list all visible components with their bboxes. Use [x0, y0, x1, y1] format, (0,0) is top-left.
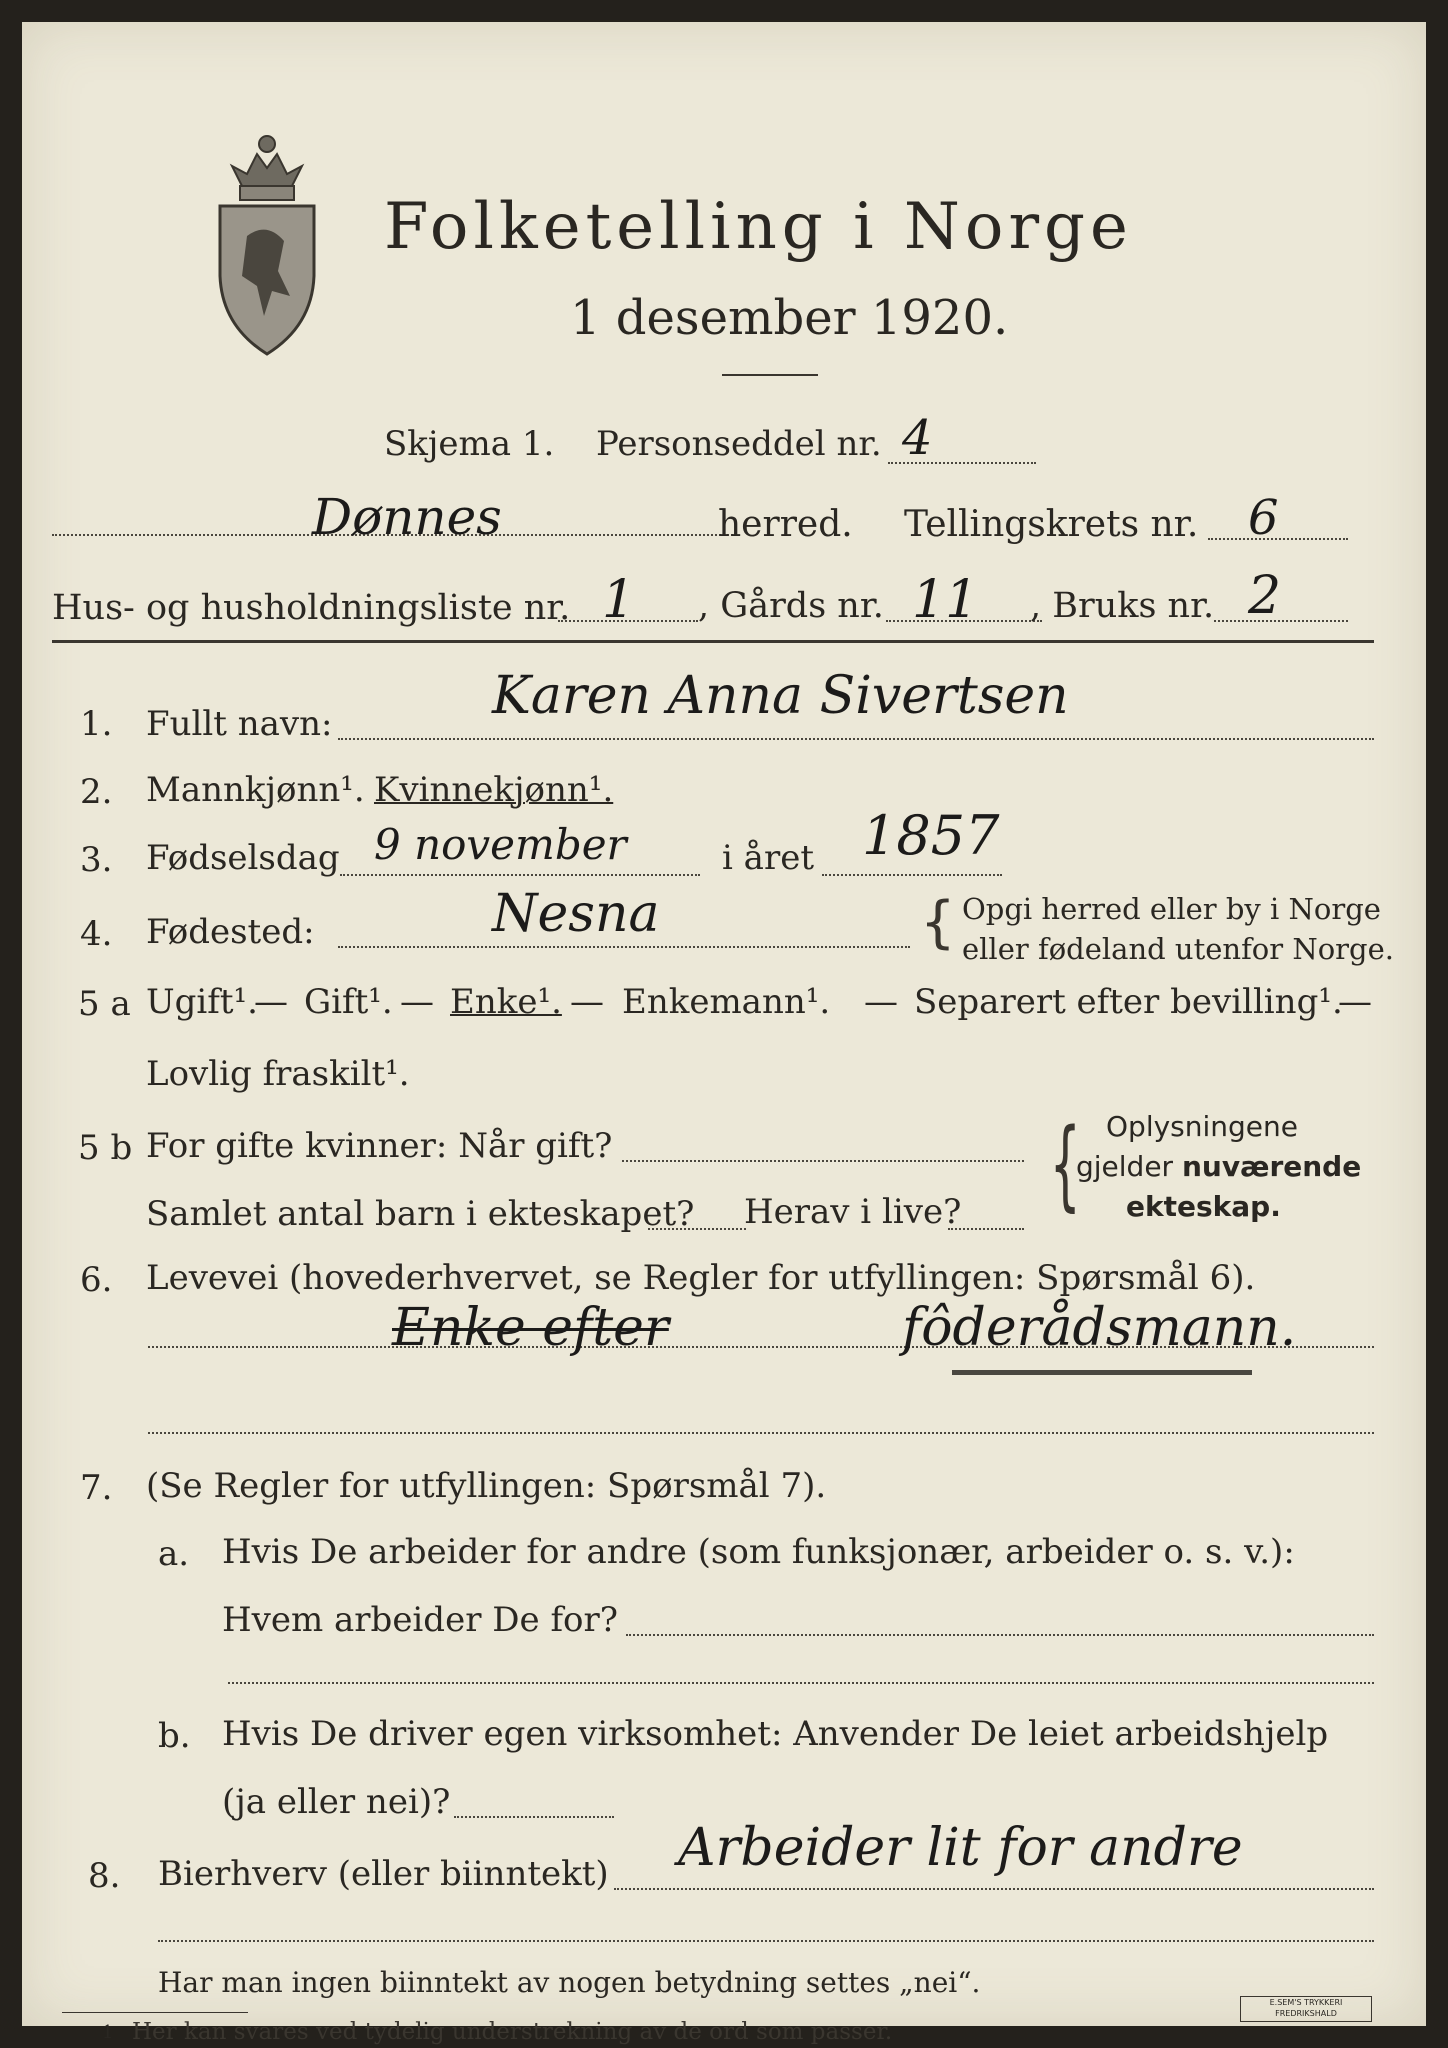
q4-note-2: eller fødeland utenfor Norge. — [962, 932, 1394, 966]
footer-note: Har man ingen biinntekt av nogen betydning settes „nei“. — [158, 1966, 981, 1999]
q5b-label-alive: Herav i live? — [744, 1192, 962, 1232]
q8-value: Arbeider lit for andre — [678, 1818, 1243, 1878]
q5a-dash-4: — — [864, 982, 898, 1022]
q7a-question: Hvem arbeider De for? — [222, 1600, 618, 1640]
coat-of-arms-icon — [212, 126, 322, 358]
q7b-letter: b. — [158, 1716, 191, 1756]
q5a-separert: Separert efter bevilling¹. — [914, 982, 1343, 1022]
q4-number: 4. — [80, 914, 113, 954]
q2-number: 2. — [80, 772, 113, 812]
q5a-dash-5: — — [1338, 982, 1372, 1022]
q5b-note-2 — [1076, 1150, 1361, 1183]
q5a-dash-2: — — [400, 982, 434, 1022]
q3-year-line — [822, 874, 1002, 876]
q4-line — [338, 946, 910, 948]
q2-female: Kvinnekjønn¹. — [374, 770, 614, 810]
footnote-rule — [62, 2012, 248, 2013]
gards-value: 11 — [912, 570, 979, 630]
header-rule — [52, 640, 1374, 643]
census-date: 1 desember 1920. — [570, 290, 1009, 346]
q8-line — [614, 1888, 1374, 1890]
q7a-text: Hvis De arbeider for andre (som funksjonær, arbeider o. s. v.): — [222, 1532, 1295, 1572]
q5b-when-line — [622, 1160, 1024, 1162]
q5a-dash-1: — — [254, 982, 288, 1022]
q7a-line-2 — [228, 1682, 1374, 1684]
q5b-label-children: Samlet antal barn i ekteskapet? — [146, 1194, 695, 1234]
bruks-value: 2 — [1248, 566, 1282, 626]
q8-number: 8. — [88, 1856, 121, 1896]
q3-label: Fødselsdag — [146, 838, 340, 878]
footnote-number: 1 — [102, 2022, 114, 2043]
q7a-letter: a. — [158, 1534, 190, 1574]
gards-label: , Gårds nr. — [698, 586, 884, 626]
q5a-number: 5 a — [78, 984, 131, 1024]
q5a-dash-3: — — [570, 982, 604, 1022]
q7b-question: (ja eller nei)? — [222, 1782, 451, 1822]
q5b-alive-line — [948, 1228, 1024, 1230]
q6-line-2 — [148, 1432, 1374, 1434]
q7-label: (Se Regler for utfyllingen: Spørsmål 7). — [146, 1466, 827, 1506]
q5b-label-when: For gifte kvinner: Når gift? — [146, 1126, 613, 1166]
bruks-label: , Bruks nr. — [1030, 586, 1215, 626]
herred-value: Dønnes — [312, 488, 502, 546]
q1-number: 1. — [80, 704, 113, 744]
tellingskrets-label: Tellingskrets nr. — [904, 504, 1199, 545]
q6-value: fôderådsmann. — [902, 1298, 1297, 1358]
personseddel-value: 4 — [902, 410, 933, 466]
q5a-enke: Enke¹. — [450, 982, 562, 1022]
printer-mark — [1240, 1996, 1372, 2022]
q3-day-line — [340, 874, 700, 876]
q5b-note-1: Oplysningene — [1106, 1110, 1298, 1143]
q5a-gift: Gift¹. — [304, 982, 393, 1022]
q4-brace: { — [920, 890, 956, 955]
q6-value-underline — [952, 1370, 1252, 1375]
skjema-label: Skjema 1. — [384, 424, 555, 464]
title-divider — [722, 374, 818, 376]
q8-label: Bierhverv (eller biinntekt) — [158, 1854, 609, 1894]
q5b-note-2a: gjelder — [1076, 1150, 1182, 1183]
q8-line-2 — [158, 1940, 1374, 1942]
q7-number: 7. — [80, 1468, 113, 1508]
q1-line — [338, 738, 1374, 740]
q5b-number: 5 b — [78, 1128, 133, 1168]
census-form — [22, 22, 1426, 2045]
q4-value: Nesna — [492, 884, 660, 944]
q5a-ugift: Ugift¹. — [146, 982, 258, 1022]
q6-value-struck: Enke efter — [392, 1298, 669, 1358]
q5b-note-3: ekteskap. — [1126, 1190, 1281, 1223]
q4-note-1: Opgi herred eller by i Norge — [962, 892, 1381, 926]
husholdning-label: Hus- og husholdningsliste nr. — [52, 588, 571, 628]
personseddel-label: Personseddel nr. — [596, 424, 882, 464]
q1-label: Fullt navn: — [146, 704, 333, 744]
printer-mark-line-1: E.SEM'S TRYKKERI — [1269, 1998, 1343, 2007]
tellingskrets-value: 6 — [1248, 490, 1279, 546]
q3-value: 9 november — [374, 820, 627, 869]
q3-number: 3. — [80, 840, 113, 880]
q3-year-label: i året — [722, 838, 814, 878]
q5b-note-2b: nuværende — [1181, 1150, 1362, 1183]
q1-value: Karen Anna Sivertsen — [492, 666, 1069, 726]
q7b-line — [454, 1816, 614, 1818]
footnote-text: Her kan svares ved tydelig understrekning av de ord som passer. — [132, 2019, 893, 2045]
q6-number: 6. — [80, 1260, 113, 1300]
q3-year-value: 1857 — [862, 804, 1000, 867]
printer-mark-line-2: FREDRIKSHALD — [1275, 2009, 1337, 2018]
herred-label: herred. — [718, 504, 853, 545]
q7b-text: Hvis De driver egen virksomhet: Anvender De leiet arbeidshjelp — [222, 1714, 1329, 1754]
page-title: Folketelling i Norge — [384, 190, 1133, 264]
q5b-brace: { — [1049, 1108, 1081, 1222]
q5a-enkemann: Enkemann¹. — [622, 982, 831, 1022]
q7a-line-1 — [626, 1634, 1374, 1636]
q6-label: Levevei (hovederhvervet, se Regler for utfyllingen: Spørsmål 6). — [146, 1258, 1256, 1298]
husholdning-value: 1 — [602, 570, 636, 630]
q5a-fraskilt: Lovlig fraskilt¹. — [146, 1054, 410, 1094]
q5b-children-line — [648, 1228, 746, 1230]
q4-label: Fødested: — [146, 912, 315, 952]
q2-male: Mannkjønn¹. — [146, 770, 365, 810]
